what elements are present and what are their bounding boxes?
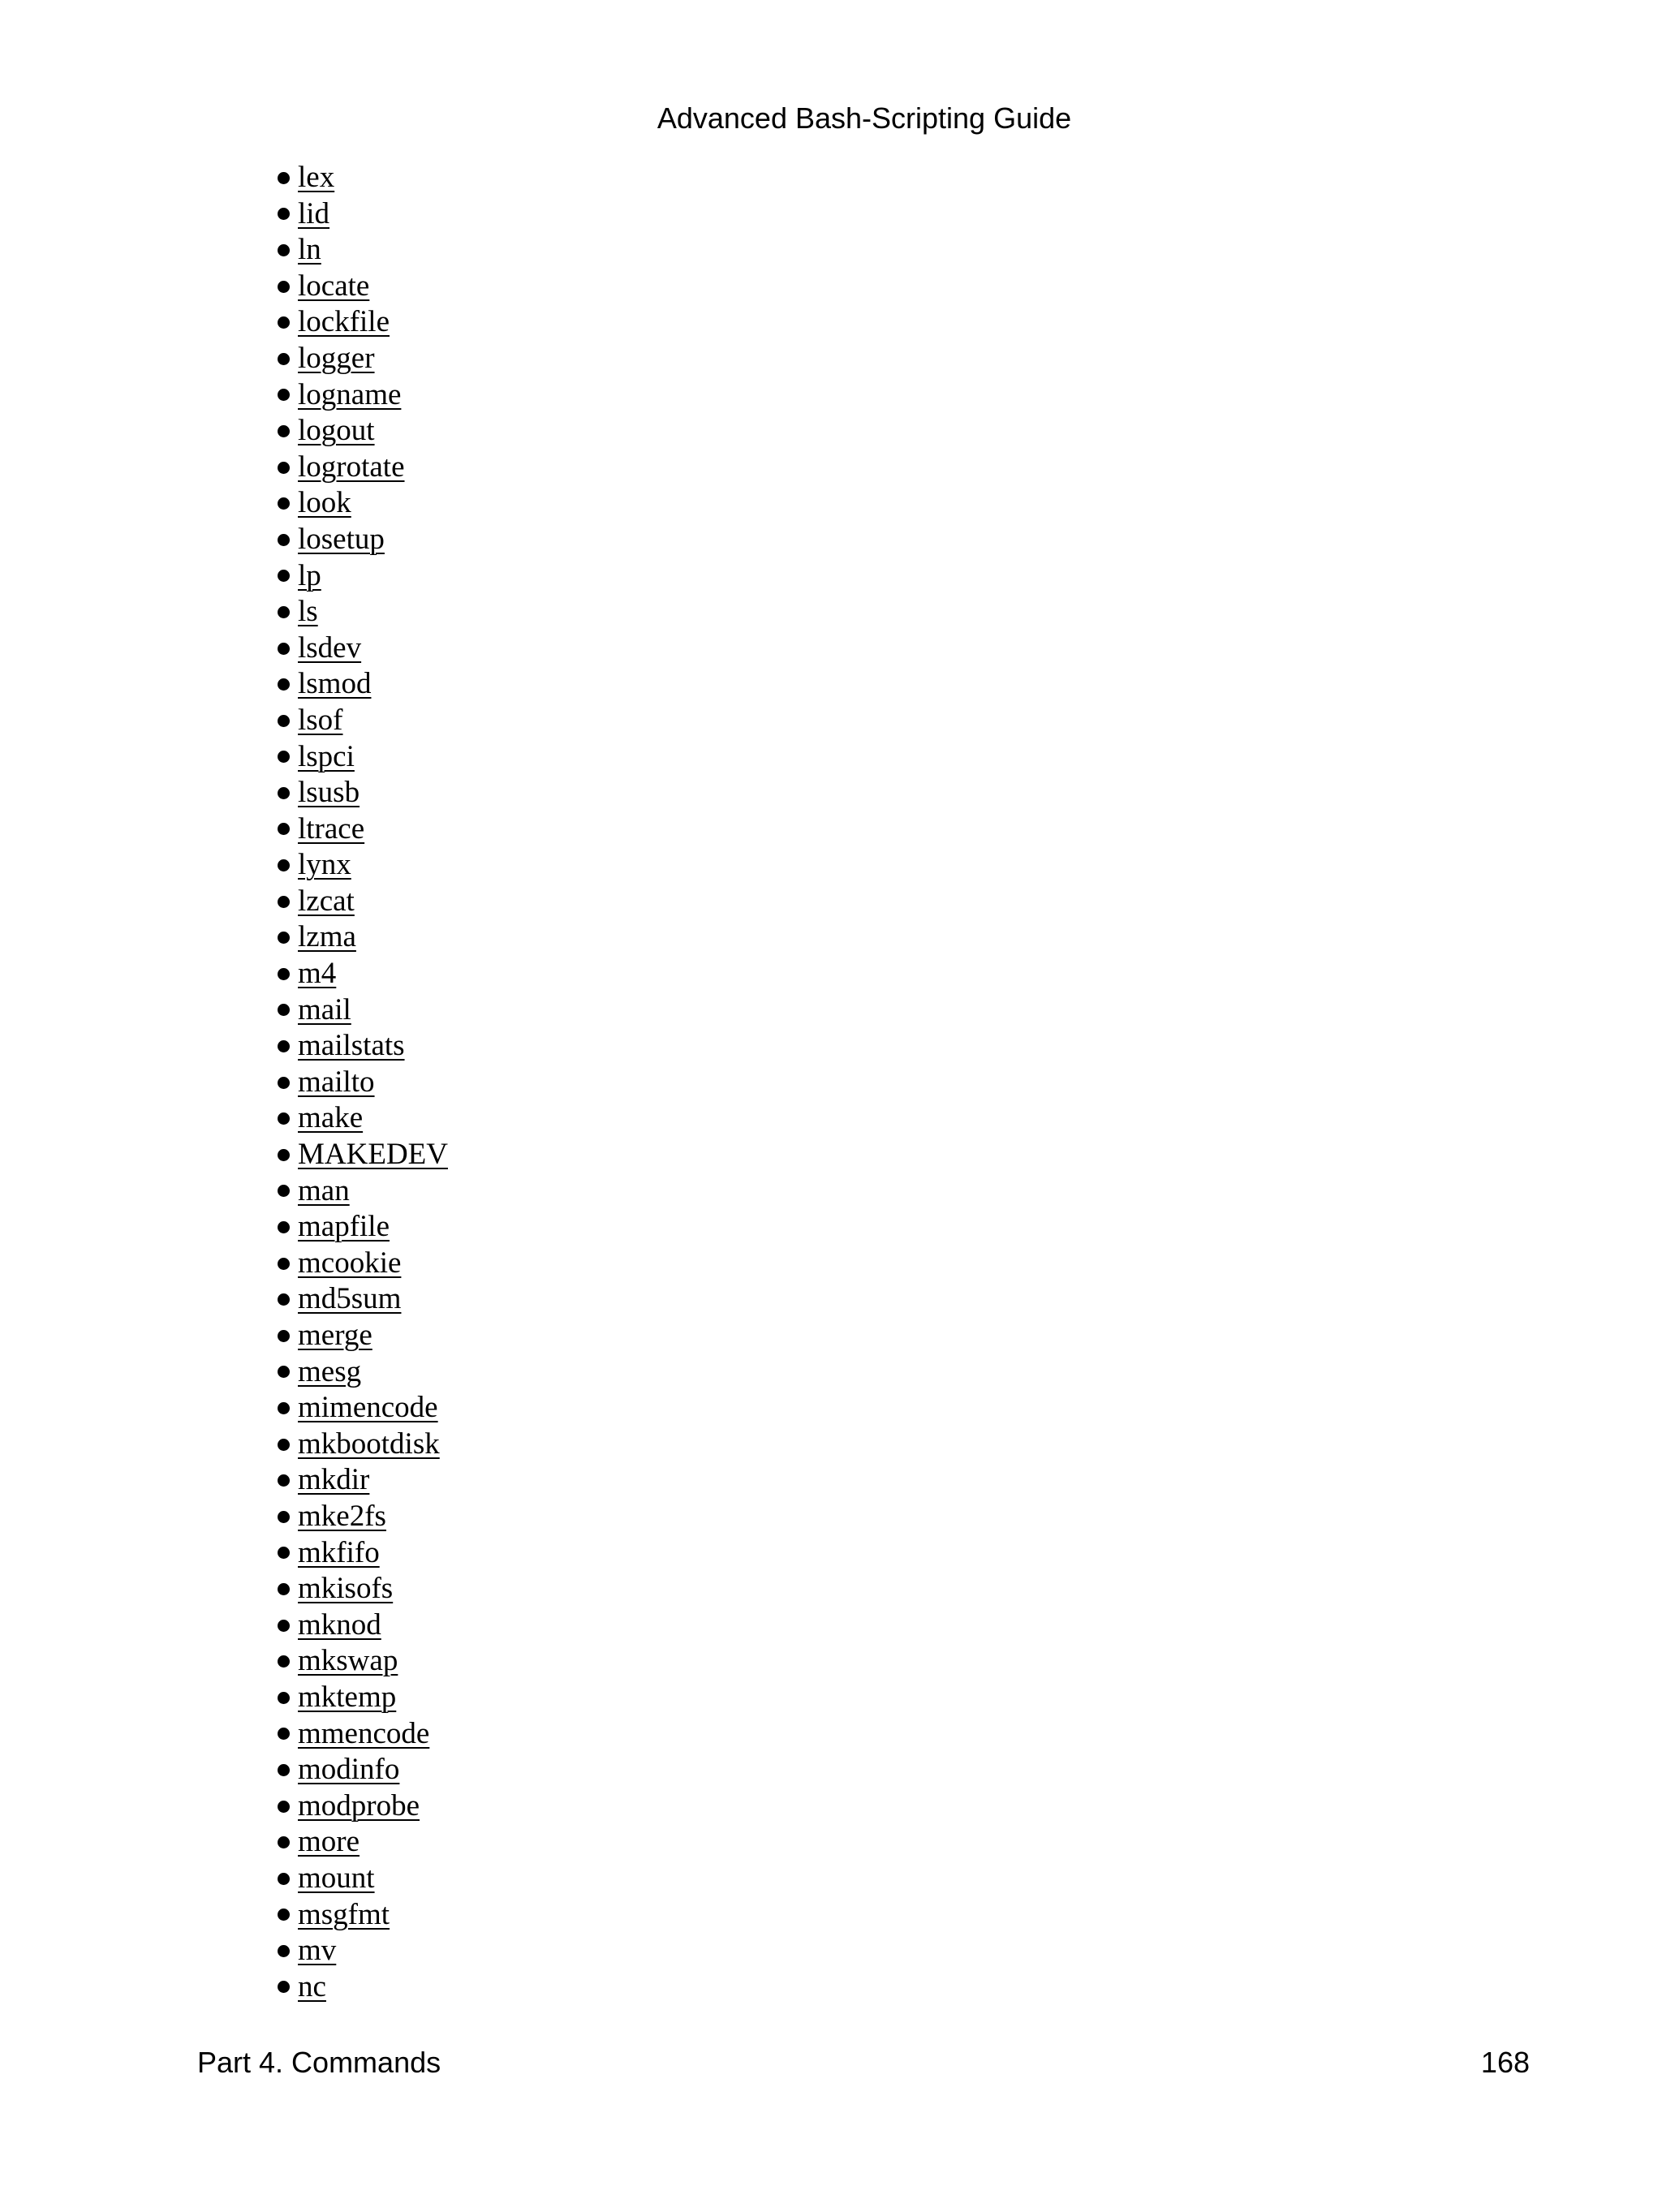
command-link[interactable]: mkfifo: [298, 1535, 380, 1569]
list-item: [276, 956, 448, 992]
command-link[interactable]: ls: [298, 595, 318, 629]
command-link[interactable]: mesg: [298, 1354, 362, 1388]
bullet-icon: [278, 1547, 290, 1559]
command-link[interactable]: mailstats: [298, 1029, 405, 1063]
bullet-icon: [278, 534, 290, 546]
command-link[interactable]: losetup: [298, 522, 385, 556]
command-link[interactable]: msgfmt: [298, 1897, 390, 1931]
list-item: [276, 1427, 448, 1463]
bullet-icon: [278, 1728, 290, 1740]
list-item: [276, 196, 448, 233]
command-link[interactable]: modprobe: [298, 1788, 420, 1823]
list-item: [276, 811, 448, 848]
bullet-icon: [278, 1801, 290, 1813]
list-item: [276, 1209, 448, 1246]
list-item: [276, 919, 448, 956]
list-item: [276, 1462, 448, 1499]
list-item: [276, 1499, 448, 1535]
list-item: [276, 1173, 448, 1210]
command-link[interactable]: lsmod: [298, 667, 372, 701]
bullet-icon: [278, 1439, 290, 1451]
bullet-icon: [278, 643, 290, 655]
list-item: [276, 847, 448, 884]
list-item: [276, 1390, 448, 1427]
bullet-icon: [278, 316, 290, 329]
command-link[interactable]: lp: [298, 558, 321, 592]
bullet-icon: [278, 1366, 290, 1378]
list-item: [276, 1643, 448, 1680]
bullet-icon: [278, 1004, 290, 1016]
bullet-icon: [278, 1112, 290, 1125]
bullet-icon: [278, 787, 290, 799]
command-link[interactable]: lockfile: [298, 305, 390, 339]
command-link[interactable]: make: [298, 1101, 364, 1135]
command-link[interactable]: md5sum: [298, 1282, 402, 1316]
command-link[interactable]: mapfile: [298, 1210, 390, 1244]
command-link[interactable]: locate: [298, 269, 370, 303]
command-link[interactable]: mcookie: [298, 1246, 402, 1280]
bullet-icon: [278, 1221, 290, 1233]
list-item: [276, 1897, 448, 1934]
list-item: [276, 1354, 448, 1391]
command-link[interactable]: mkisofs: [298, 1572, 394, 1606]
list-item: [276, 594, 448, 630]
bullet-icon: [278, 389, 290, 401]
bullet-icon: [278, 968, 290, 980]
list-item: [276, 160, 448, 196]
command-link[interactable]: logrotate: [298, 450, 405, 484]
bullet-icon: [278, 1981, 290, 1993]
command-link[interactable]: mount: [298, 1861, 375, 1895]
bullet-icon: [278, 462, 290, 474]
command-link[interactable]: mv: [298, 1934, 337, 1968]
command-link[interactable]: man: [298, 1173, 350, 1207]
bullet-icon: [278, 425, 290, 437]
list-item: [276, 522, 448, 558]
bullet-icon: [278, 1620, 290, 1632]
command-link[interactable]: lsusb: [298, 776, 360, 810]
command-link[interactable]: lex: [298, 161, 335, 194]
command-link[interactable]: lsof: [298, 703, 343, 737]
list-item: [276, 666, 448, 703]
command-link[interactable]: mkdir: [298, 1463, 370, 1497]
command-link[interactable]: merge: [298, 1319, 372, 1352]
bullet-icon: [278, 1258, 290, 1270]
page-header: Advanced Bash-Scripting Guide: [657, 101, 1072, 135]
list-item: [276, 341, 448, 377]
bullet-icon: [278, 606, 290, 618]
bullet-icon: [278, 1077, 290, 1089]
list-item: [276, 413, 448, 450]
list-item: [276, 1065, 448, 1101]
bullet-icon: [278, 859, 290, 871]
command-link[interactable]: ltrace: [298, 811, 365, 846]
list-item: [276, 1571, 448, 1607]
list-item: [276, 1680, 448, 1716]
command-link[interactable]: mailto: [298, 1065, 375, 1099]
list-item: [276, 630, 448, 667]
list-item: [276, 703, 448, 739]
list-item: [276, 485, 448, 522]
bullet-icon: [278, 1040, 290, 1052]
list-item: [276, 1788, 448, 1825]
bullet-icon: [278, 1836, 290, 1848]
list-item: [276, 1861, 448, 1897]
bullet-icon: [278, 823, 290, 835]
list-item: [276, 1028, 448, 1065]
bullet-icon: [278, 1873, 290, 1885]
command-link[interactable]: mmencode: [298, 1716, 430, 1750]
command-link[interactable]: look: [298, 486, 351, 520]
page-footer: [197, 2043, 1530, 2082]
command-link[interactable]: lynx: [298, 848, 351, 882]
bullet-icon: [278, 1764, 290, 1776]
command-link[interactable]: nc: [298, 1969, 326, 2003]
list-item: [276, 1969, 448, 2006]
list-item: [276, 269, 448, 305]
bullet-icon: [278, 1474, 290, 1487]
command-link[interactable]: logger: [298, 341, 375, 375]
list-item: [276, 558, 448, 595]
list-item: [276, 450, 448, 486]
command-link[interactable]: lsdev: [298, 630, 362, 665]
bullet-icon: [278, 1402, 290, 1414]
bullet-icon: [278, 1185, 290, 1197]
command-link[interactable]: mkbootdisk: [298, 1427, 440, 1461]
bullet-icon: [278, 208, 290, 220]
list-item: [276, 884, 448, 920]
bullet-icon: [278, 1583, 290, 1595]
bullet-icon: [278, 244, 290, 256]
bullet-icon: [278, 896, 290, 908]
list-item: [276, 1246, 448, 1282]
command-link[interactable]: mktemp: [298, 1680, 397, 1714]
command-link[interactable]: logout: [298, 414, 375, 448]
list-item: [276, 232, 448, 269]
list-item: [276, 1318, 448, 1354]
list-item: [276, 1752, 448, 1788]
bullet-icon: [278, 715, 290, 727]
bullet-icon: [278, 1692, 290, 1704]
list-item: [276, 1933, 448, 1969]
list-item: [276, 739, 448, 776]
command-link[interactable]: MAKEDEV: [298, 1138, 448, 1172]
bullet-icon: [278, 932, 290, 944]
page-number: 168: [1480, 2046, 1530, 2079]
command-link[interactable]: m4: [298, 957, 337, 991]
command-link[interactable]: ln: [298, 233, 321, 267]
bullet-icon: [278, 1655, 290, 1668]
bullet-icon: [278, 497, 290, 510]
command-link[interactable]: mkswap: [298, 1644, 398, 1678]
command-link[interactable]: lspci: [298, 739, 355, 773]
command-link[interactable]: lid: [298, 196, 330, 230]
bullet-icon: [278, 1149, 290, 1161]
command-list: [276, 160, 448, 2005]
command-link[interactable]: modinfo: [298, 1753, 400, 1787]
list-item: [276, 992, 448, 1029]
command-link[interactable]: lzma: [298, 920, 356, 954]
list-item: [276, 377, 448, 414]
list-item: [276, 1281, 448, 1318]
bullet-icon: [278, 678, 290, 691]
command-link[interactable]: lzcat: [298, 884, 355, 918]
bullet-icon: [278, 1909, 290, 1921]
bullet-icon: [278, 751, 290, 763]
list-item: [276, 1137, 448, 1173]
bullet-icon: [278, 570, 290, 582]
bullet-icon: [278, 1945, 290, 1957]
command-link[interactable]: mail: [298, 992, 351, 1026]
list-item: [276, 1100, 448, 1137]
list-item: [276, 304, 448, 341]
bullet-icon: [278, 353, 290, 365]
bullet-icon: [278, 1511, 290, 1523]
command-link[interactable]: mimencode: [298, 1391, 438, 1425]
command-link[interactable]: more: [298, 1825, 360, 1859]
list-item: [276, 1535, 448, 1572]
bullet-icon: [278, 172, 290, 184]
list-item: [276, 775, 448, 811]
footer-section-title: Part 4. Commands: [197, 2046, 441, 2079]
list-item: [276, 1716, 448, 1753]
list-item: [276, 1824, 448, 1861]
bullet-icon: [278, 1330, 290, 1342]
bullet-icon: [278, 1293, 290, 1306]
list-item: [276, 1607, 448, 1644]
command-link[interactable]: mke2fs: [298, 1499, 386, 1533]
command-link[interactable]: logname: [298, 377, 402, 411]
bullet-icon: [278, 281, 290, 293]
command-link[interactable]: mknod: [298, 1607, 381, 1642]
